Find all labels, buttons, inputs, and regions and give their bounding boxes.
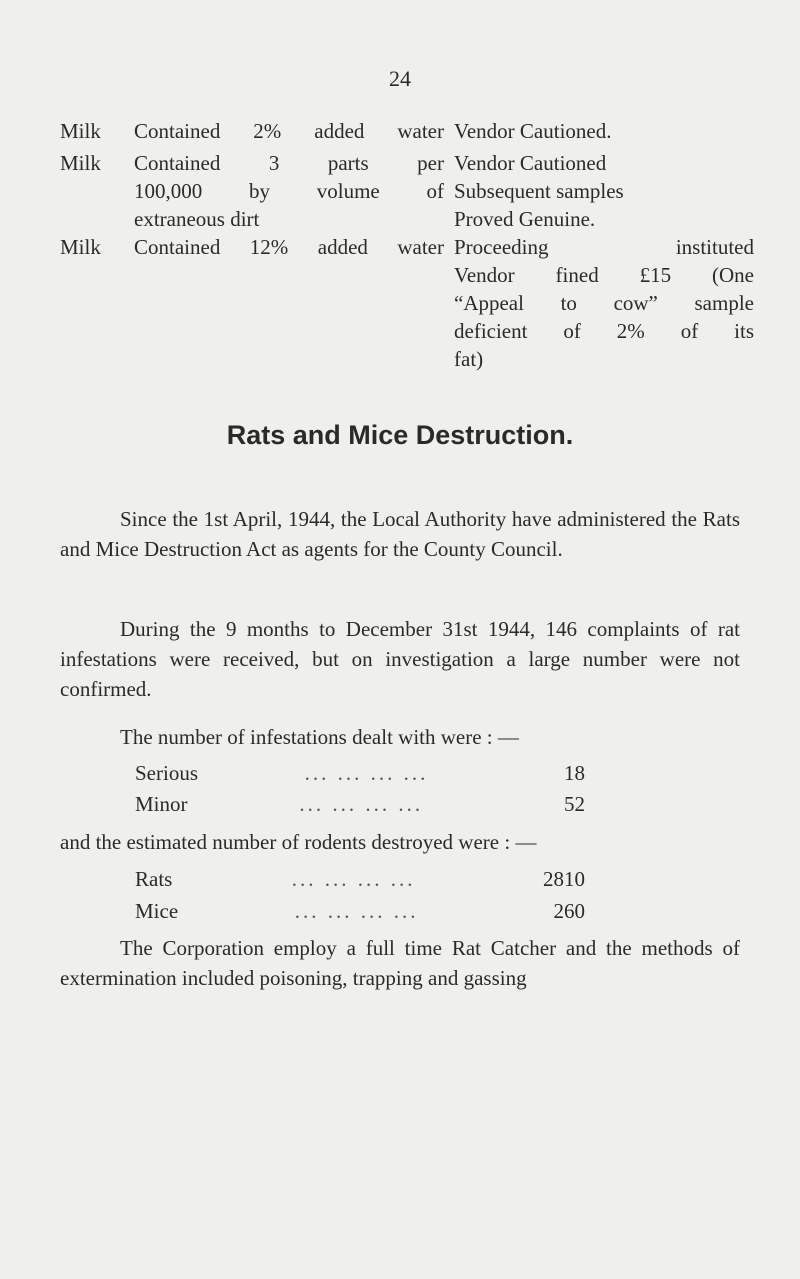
sample-action-line: Subsequent samples: [454, 179, 624, 203]
sample-label: Milk: [60, 119, 101, 143]
infestation-label: Minor: [135, 792, 188, 816]
rodent-row-mice: [135, 898, 585, 925]
sample-action-line: Vendor Cautioned.: [454, 119, 612, 143]
paragraph-authority: Since the 1st April, 1944, the Local Authority have administered the Rats and Mice Destruction Act as agents for the County Council.: [60, 507, 740, 561]
sample-result-line: Contained 3 parts per: [134, 151, 444, 175]
rodent-count: 2810: [543, 867, 585, 891]
sample-result-line: Contained 12% added water: [134, 235, 444, 259]
sample-action-line: Vendor fined £15 (One: [454, 263, 754, 287]
sample-action-line: deficient of 2% of its: [454, 319, 754, 343]
section-heading: Rats and Mice Destruction.: [226, 420, 574, 450]
sample-result-line: Contained 2% added water: [134, 119, 444, 143]
rodent-row-rats: [135, 866, 585, 893]
infestation-count: 52: [564, 792, 585, 816]
sample-action-line: fat): [454, 347, 484, 371]
paragraph-rodents-intro: and the estimated number of rodents destroyed were : —: [60, 830, 537, 854]
sample-action-line: “Appeal to cow” sample: [454, 291, 754, 315]
leader-dots: ... ... ... ...: [291, 867, 416, 891]
paragraph-corporation: The Corporation employ a full time Rat Catcher and the methods of extermination included poisoning, trapping and gassing: [60, 936, 740, 990]
sample-action-line: Vendor Cautioned: [454, 151, 607, 175]
rodent-label: Rats: [135, 867, 173, 891]
page-number: 24: [389, 66, 411, 91]
infestation-row-serious: [135, 760, 585, 787]
leader-dots: ... ... ... ...: [304, 761, 429, 785]
sample-action-line: Proceeding instituted: [454, 235, 754, 259]
sample-action-line: Proved Genuine.: [454, 207, 596, 231]
infestation-row-minor: [135, 791, 585, 818]
sample-label: Milk: [60, 235, 101, 259]
sample-result-line: 100,000 by volume of: [134, 179, 444, 203]
sample-label: Milk: [60, 151, 101, 175]
sample-result-line: extraneous dirt: [134, 207, 260, 231]
paragraph-infestations-intro: The number of infestations dealt with were : —: [120, 725, 519, 749]
rodent-count: 260: [553, 899, 585, 923]
paragraph-complaints: During the 9 months to December 31st 1944, 146 complaints of rat infestations were received, but on investigation a large number were not confirmed.: [60, 617, 740, 701]
rodent-label: Mice: [135, 899, 179, 923]
leader-dots: ... ... ... ...: [299, 792, 424, 816]
infestation-count: 18: [564, 761, 585, 785]
leader-dots: ... ... ... ...: [294, 899, 419, 923]
infestation-label: Serious: [135, 761, 198, 785]
